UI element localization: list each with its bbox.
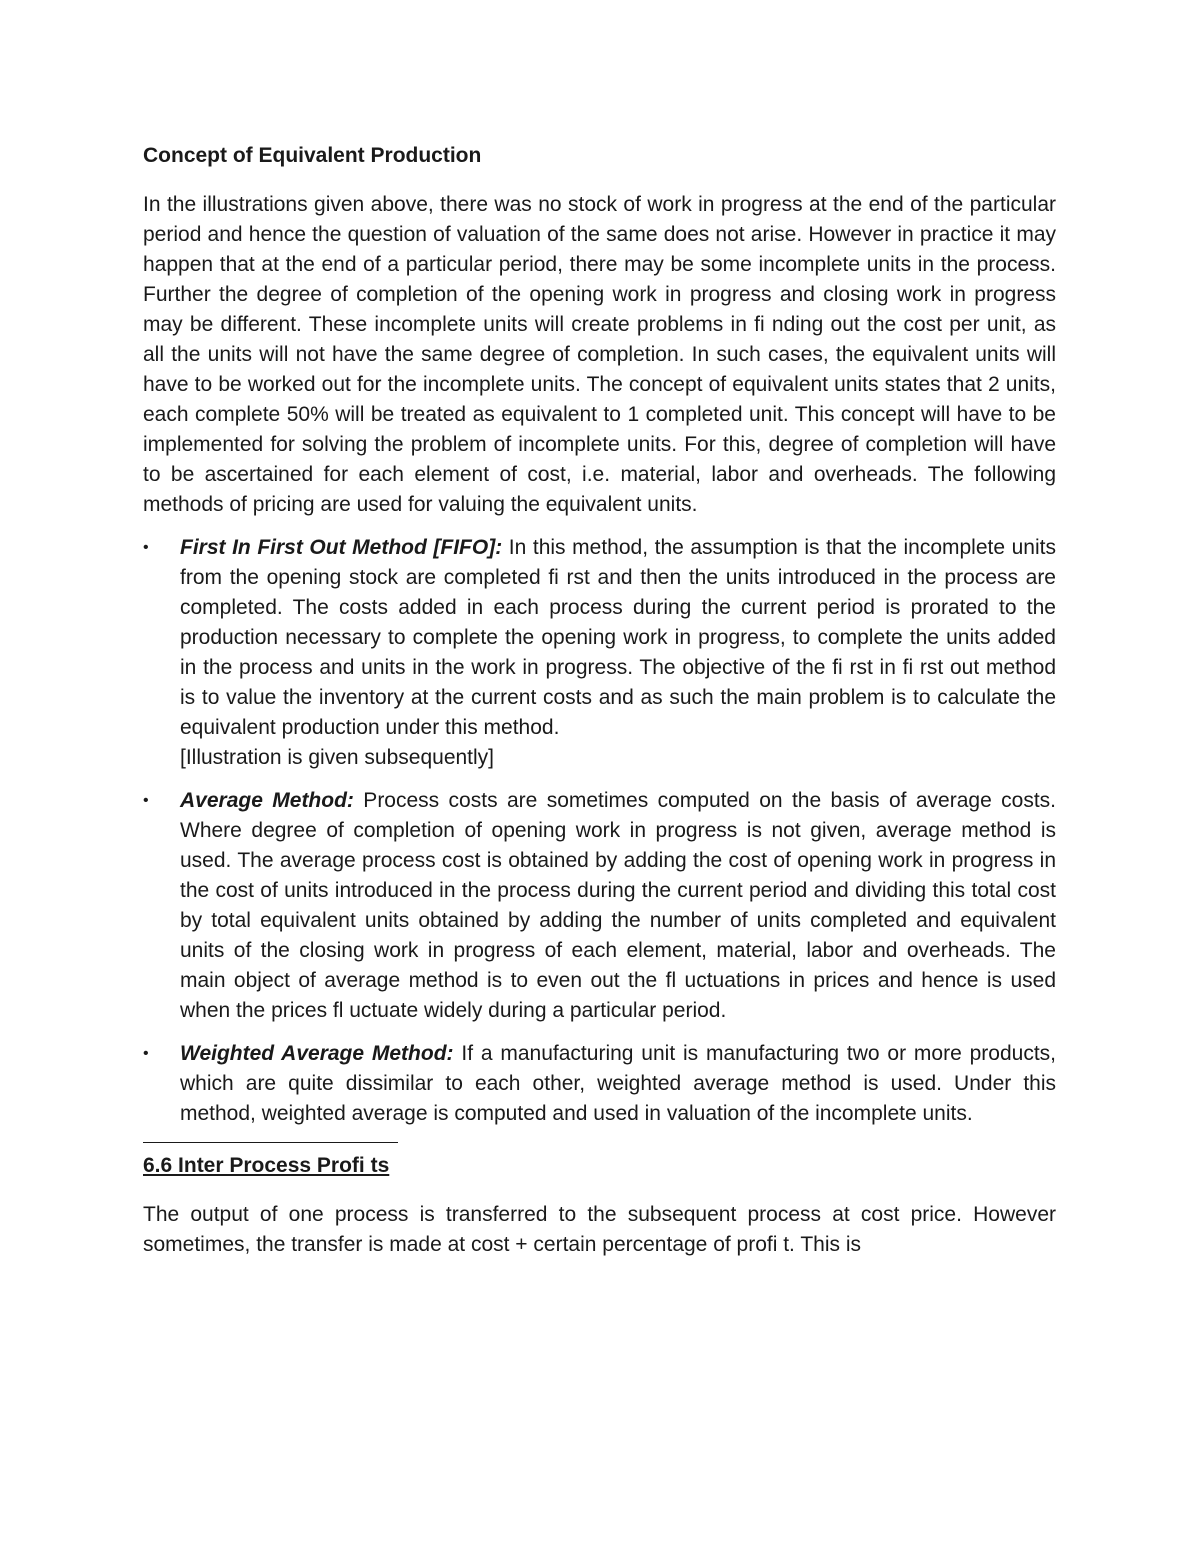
intro-paragraph: In the illustrations given above, there was no stock of work in progress at the end of the particular period and hence the question of valuation of the same does not arise. However in practice it may happen that at the end of a particular period, there may be some incomplete units in the process. Further the degree of completion of the opening work in progress and closing work in progress may be different. These incomplete units will create problems in fi nding out the cost per unit, as all the units will not have the same degree of completion. In such cases, the equivalent units will have to be worked out for the incomplete units. The concept of equivalent units states that 2 units, each complete 50% will be treated as equivalent to 1 completed unit. This concept will have to be implemented for solving the problem of incomplete units. For this, degree of completion will have to be ascertained for each element of cost, i.e. material, labor and overheads. The following methods of pricing are used for valuing the equivalent units.: [143, 193, 1056, 516]
subsection-paragraph: The output of one process is transferred to the subsequent process at cost price. However sometimes, the transfer is made at cost + certain percentage of profi t. This is: [143, 1203, 1056, 1256]
method-term: First In First Out Method [FIFO]:: [180, 536, 503, 559]
document-page: [143, 141, 1056, 1260]
method-description: Process costs are sometimes computed on the basis of average costs. Where degree of completion of opening work in progress is not given, average method is used. The average process cost is obtained by adding the cost of opening work in progress in the cost of units introduced in the process during the current period and dividing this total cost by total equivalent units obtained by adding the number of units completed and equivalent units of the closing work in progress of each element, material, labor and overheads. The main object of average method is to even out the fl uctuations in prices and hence is used when the prices fl uctuate widely during a particular period.: [180, 789, 1056, 1022]
method-description: If a manufacturing unit is manufacturing two or more products, which are quite dissimilar to each other, weighted average method is used. Under this method, weighted average is computed and used in valuation of the incomplete units.: [180, 1042, 1056, 1125]
methods-list: [143, 533, 1056, 1129]
list-item-average: [143, 786, 1056, 1026]
bullet-icon: •: [143, 1045, 149, 1062]
method-term: Average Method:: [180, 789, 354, 812]
method-description: In this method, the assumption is that the incomplete units from the opening stock are completed fi rst and then the units introduced in the process are completed. The costs added in each process during the current period is prorated to the production necessary to complete the opening work in progress, to complete the units added in the process and units in the work in progress. The objective of the fi rst in fi rst out method is to value the inventory at the current costs and as such the main problem is to calculate the equivalent production under this method.: [180, 536, 1056, 739]
method-note: [Illustration is given subsequently]: [180, 746, 495, 769]
subsection-heading: 6.6 Inter Process Profi ts: [143, 1154, 390, 1177]
section-heading: Concept of Equivalent Production: [143, 144, 482, 167]
bullet-icon: •: [143, 539, 149, 556]
list-item-weighted-average: [143, 1039, 1056, 1129]
section-divider: [143, 1142, 398, 1143]
method-term: Weighted Average Method:: [180, 1042, 454, 1065]
bullet-icon: •: [143, 792, 149, 809]
list-item-fifo: [143, 533, 1056, 773]
